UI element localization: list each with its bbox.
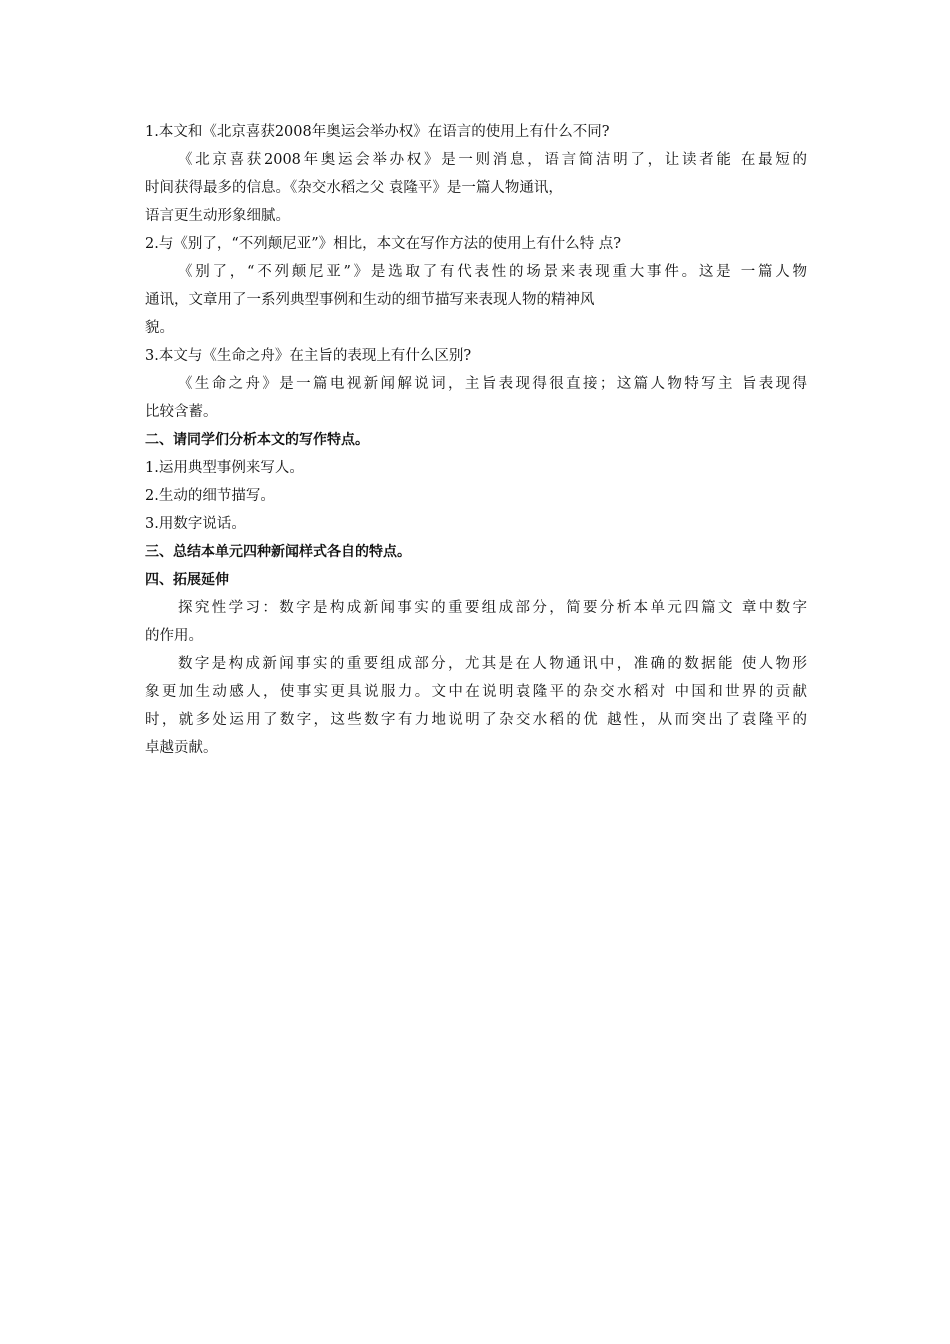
answer-2-line-2: 通讯，文章用了一系列典型事例和生动的细节描写来表现人物的精神风 (145, 292, 595, 308)
answer-3-line-1: 《生命之舟》是一篇电视新闻解说词，主旨表现得很直接；这篇人物特写主 旨表现得 (178, 376, 807, 392)
section-4-answer-line-2: 象更加生动感人，使事实更具说服力。文中在说明袁隆平的杂交水稻对 中国和世界的贡献 (145, 684, 807, 700)
answer-2-line-1: 《别了，“不列颠尼亚”》是选取了有代表性的场景来表现重大事件。这是 一篇人物 (178, 264, 807, 280)
document-body (145, 118, 807, 762)
section-2-item-1: 1.运用典型事例来写人。 (145, 460, 304, 476)
section-2-item-3: 3.用数字说话。 (145, 516, 246, 532)
answer-1-line-2: 时间获得最多的信息。《杂交水稻之父 袁隆平》是一篇人物通讯， (145, 180, 563, 196)
section-4-heading: 四、拓展延伸 (145, 572, 229, 588)
section-4-answer-line-4: 卓越贡献。 (145, 740, 218, 756)
question-2: 2.与《别了，“不列颠尼亚”》相比，本文在写作方法的使用上有什么特 点? (145, 236, 622, 252)
section-4-task-line-1: 探究性学习：数字是构成新闻事实的重要组成部分，简要分析本单元四篇文 章中数字 (178, 600, 807, 616)
answer-2-line-3: 貌。 (145, 320, 174, 336)
answer-1-line-3: 语言更生动形象细腻。 (145, 208, 290, 224)
question-1: 1.本文和《北京喜获2008年奥运会举办权》在语言的使用上有什么不同? (145, 124, 610, 140)
section-4-answer-line-1: 数字是构成新闻事实的重要组成部分，尤其是在人物通讯中，准确的数据能 使人物形 (178, 656, 807, 672)
question-3: 3.本文与《生命之舟》在主旨的表现上有什么区别? (145, 348, 472, 364)
section-3-heading: 三、总结本单元四种新闻样式各自的特点。 (145, 544, 411, 560)
section-2-item-2: 2.生动的细节描写。 (145, 488, 275, 504)
section-2-heading: 二、请同学们分析本文的写作特点。 (145, 432, 369, 448)
answer-3-line-2: 比较含蓄。 (145, 404, 218, 420)
answer-1-line-1: 《北京喜获2008年奥运会举办权》是一则消息，语言简洁明了，让读者能 在最短的 (178, 152, 807, 168)
section-4-task-line-2: 的作用。 (145, 628, 203, 644)
section-4-answer-line-3: 时，就多处运用了数字，这些数字有力地说明了杂交水稻的优 越性，从而突出了袁隆平的 (145, 712, 807, 728)
